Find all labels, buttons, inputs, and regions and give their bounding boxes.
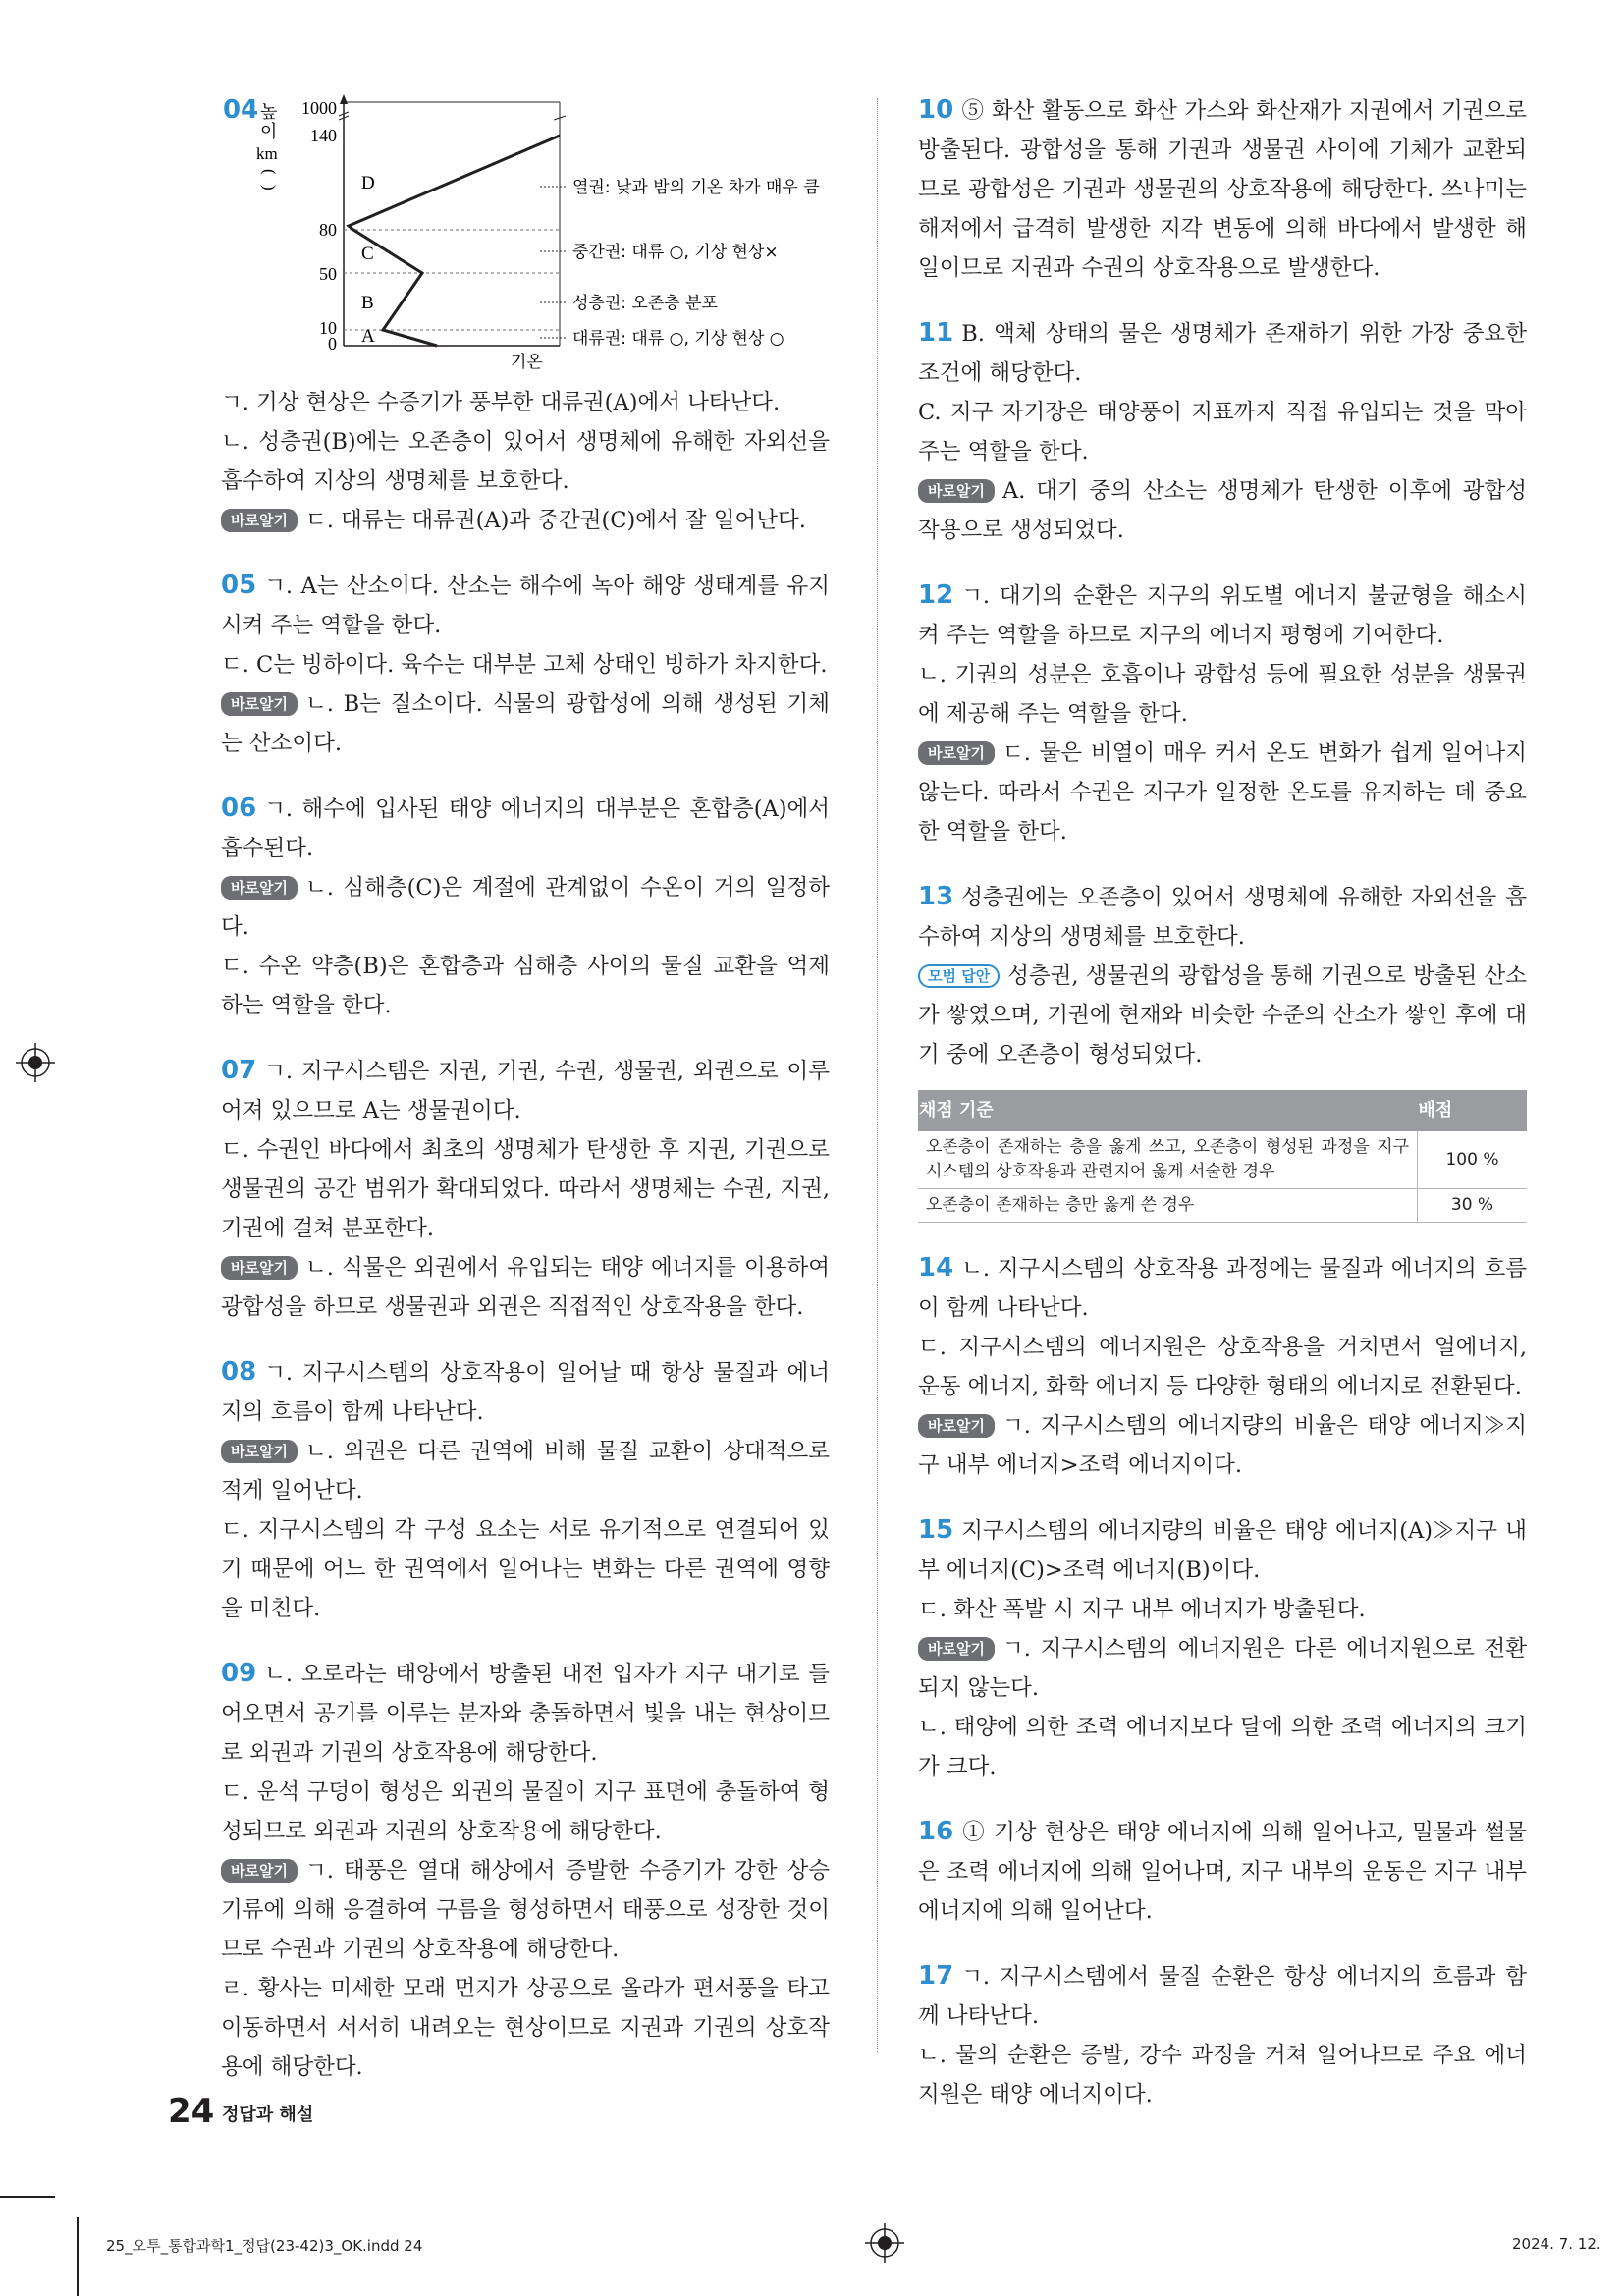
tick-1000: 1000 xyxy=(301,98,337,118)
wrong-answer-text: ㄱ. 지구시스템의 에너지원은 다른 에너지원으로 전환되지 않는다. xyxy=(918,1636,1527,1701)
answer-line: ㄷ. 수온 약층(B)은 혼합층과 심해층 사이의 물질 교환을 억제하는 역할을 한다. xyxy=(221,954,830,1018)
answer-line: ㄴ. 태양에 의한 조력 에너지보다 달에 의한 조력 에너지의 크기가 크다. xyxy=(918,1715,1527,1779)
rubric-criterion: 오존층이 존재하는 층을 옳게 쓰고, 오존층이 형성된 과정을 지구시스템의 상호작용과 관련지어 옳게 서술한 경우 xyxy=(918,1131,1418,1189)
answer-line: ㄷ. 운석 구덩이 형성은 외권의 물질이 지구 표면에 충돌하여 형성되므로 외권과 지권의 상호작용에 해당한다. xyxy=(221,1779,830,1844)
right-column xyxy=(918,90,1527,2114)
answer-line: ㄴ. 오로라는 태양에서 방출된 대전 입자가 지구 대기로 들어오면서 공기를 이루는 분자와 충돌하면서 빛을 내는 현상이므로 외권과 기권의 상호작용에 해당한다. xyxy=(221,1662,830,1766)
rubric-row xyxy=(918,1189,1527,1223)
answer-text: ⑤ 화산 활동으로 화산 가스와 화산재가 지권에서 기권으로 방출된다. 광합성을 통해 기권과 생물권 사이에 기체가 교환되므로 광합성은 기권과 생물권의 상호작용에 해당한다. 쓰나미는 해저에서 급격히 발생한 지각 변동에 의해 바다에서 발생한 해일이므로 지권과 수권의 상호작용으로 발생한다. xyxy=(918,98,1527,281)
registration-mark-icon xyxy=(14,1041,57,1084)
question-12 xyxy=(918,575,1527,851)
question-number: 06 xyxy=(221,793,257,823)
question-number: 08 xyxy=(221,1357,257,1387)
question-04-text xyxy=(221,383,830,540)
wrong-answer-badge: 바로알기 xyxy=(221,1440,298,1463)
answer-line: ㄱ. 해수에 입사된 태양 에너지의 대부분은 혼합층(A)에서 흡수된다. xyxy=(221,796,830,861)
question-number: 11 xyxy=(918,318,954,348)
question-16 xyxy=(918,1812,1527,1931)
wrong-answer-line xyxy=(918,1406,1527,1485)
tick-10: 10 xyxy=(319,318,337,338)
question-08 xyxy=(221,1352,830,1628)
annotation-mesosphere: 중간권: 대류 ○, 기상 현상× xyxy=(572,243,779,262)
wrong-answer-text: ㄱ. 지구시스템의 에너지량의 비율은 태양 에너지≫지구 내부 에너지>조력 에너지이다. xyxy=(918,1413,1527,1478)
layer-label-C: C xyxy=(361,244,374,264)
wrong-answer-line xyxy=(221,684,830,763)
rubric-criterion: 오존층이 존재하는 층만 옳게 쓴 경우 xyxy=(918,1189,1418,1223)
question-number: 04 xyxy=(223,95,259,125)
wrong-answer-badge: 바로알기 xyxy=(918,1637,995,1661)
answer-line: B. 액체 상태의 물은 생명체가 존재하기 위한 가장 중요한 조건에 해당한다. xyxy=(918,321,1527,386)
answer-line: ㄴ. 물의 순환은 증발, 강수 과정을 거쳐 일어나므로 주요 에너지원은 태양 에너지이다. xyxy=(918,2043,1527,2107)
wrong-answer-line xyxy=(221,1851,830,1969)
answer-line: ㄱ. 기상 현상은 수증기가 풍부한 대류권(A)에서 나타난다. xyxy=(221,390,781,415)
wrong-answer-text: A. 대기 중의 산소는 생명체가 탄생한 이후에 광합성 작용으로 생성되었다. xyxy=(918,478,1527,543)
answer-text: ① 기상 현상은 태양 에너지에 의해 일어나고, 밀물과 썰물은 조력 에너지에 의해 일어나며, 지구 내부의 운동은 지구 내부 에너지에 의해 일어난다. xyxy=(918,1820,1527,1924)
question-05 xyxy=(221,566,830,763)
annotation-troposphere: 대류권: 대류 ○, 기상 현상 ○ xyxy=(572,329,784,349)
question-number: 17 xyxy=(918,1961,954,1991)
answer-line: ㄷ. C는 빙하이다. 육수는 대부분 고체 상태인 빙하가 차지한다. xyxy=(221,652,828,678)
question-06 xyxy=(221,789,830,1025)
wrong-answer-badge: 바로알기 xyxy=(221,509,298,532)
model-answer-line xyxy=(918,957,1527,1074)
wrong-answer-badge: 바로알기 xyxy=(221,1256,298,1280)
x-axis-label: 기온 xyxy=(511,353,543,372)
wrong-answer-badge: 바로알기 xyxy=(918,479,995,503)
question-number: 15 xyxy=(918,1515,954,1545)
question-number: 12 xyxy=(918,580,954,610)
axis-label-char: 이 xyxy=(260,122,278,141)
answer-text: 성층권에는 오존층이 있어서 생명체에 유해한 자외선을 흡수하여 지상의 생명체를 보호한다. xyxy=(918,885,1527,950)
rubric-row xyxy=(918,1131,1527,1189)
answer-line: ㄷ. 화산 폭발 시 지구 내부 에너지가 방출된다. xyxy=(918,1597,1366,1622)
registration-mark-icon xyxy=(863,2221,906,2265)
wrong-answer-line xyxy=(918,1629,1527,1708)
wrong-answer-text: ㄴ. 심해층(C)은 계절에 관계없이 수온이 거의 일정하다. xyxy=(221,875,830,940)
wrong-answer-badge: 바로알기 xyxy=(918,1414,995,1438)
crop-mark xyxy=(77,2217,79,2296)
question-number: 16 xyxy=(918,1817,954,1846)
question-09 xyxy=(221,1654,830,2087)
axis-label-char: km xyxy=(256,144,278,163)
model-answer-text: 성층권, 생물권의 광합성을 통해 기권으로 방출된 산소가 쌓였으며, 기권에 현재와 비슷한 수준의 산소가 쌓인 후에 대기 중에 오존층이 형성되었다. xyxy=(918,963,1527,1067)
question-07 xyxy=(221,1051,830,1327)
wrong-answer-text: ㄱ. 태풍은 열대 해상에서 증발한 수증기가 강한 상승 기류에 의해 응결하여 구름을 형성하면서 태풍으로 성장한 것이므로 수권과 기권의 상호작용에 해당한다. xyxy=(221,1858,830,1962)
answer-line: 지구시스템의 에너지량의 비율은 태양 에너지(A)≫지구 내부 에너지(C)>조력 에너지(B)이다. xyxy=(918,1518,1527,1583)
answer-line: ㄴ. 기권의 성분은 호흡이나 광합성 등에 필요한 성분을 생물권에 제공해 주는 역할을 한다. xyxy=(918,662,1527,727)
temperature-profile-line xyxy=(349,136,560,346)
wrong-answer-line xyxy=(221,1432,830,1510)
answer-line: ㄷ. 지구시스템의 각 구성 요소는 서로 유기적으로 연결되어 있기 때문에 어느 한 권역에서 일어나는 변화는 다른 권역에 영향을 미친다. xyxy=(221,1517,830,1621)
question-11 xyxy=(918,313,1527,550)
left-column xyxy=(221,90,830,2087)
wrong-answer-badge: 바로알기 xyxy=(221,876,298,900)
annotation-stratosphere: 성층권: 오존층 분포 xyxy=(572,294,718,313)
answer-line: ㄹ. 황사는 미세한 모래 먼지가 상공으로 올라가 편서풍을 타고 이동하면서 서서히 내려오는 현상이므로 지권과 기권의 상호작용에 해당한다. xyxy=(221,1976,830,2080)
file-slug: 25_오투_통합과학1_정답(23-42)3_OK.indd 24 xyxy=(106,2237,423,2255)
wrong-answer-text: ㄷ. 물은 비열이 매우 커서 온도 변화가 쉽게 일어나지 않는다. 따라서 수권은 지구가 일정한 온도를 유지하는 데 중요한 역할을 한다. xyxy=(918,740,1527,845)
wrong-answer-line xyxy=(221,868,830,947)
layer-label-D: D xyxy=(361,173,375,193)
wrong-answer-line xyxy=(221,501,830,540)
axis-label-char: ( xyxy=(260,169,279,175)
tick-0: 0 xyxy=(328,334,337,354)
wrong-answer-text: ㄴ. 외권은 다른 권역에 비해 물질 교환이 상대적으로 적게 일어난다. xyxy=(221,1439,830,1503)
wrong-answer-badge: 바로알기 xyxy=(918,741,995,765)
answer-line: ㄱ. 지구시스템의 상호작용이 일어날 때 항상 물질과 에너지의 흐름이 함께 나타난다. xyxy=(221,1360,830,1425)
answer-line: ㄴ. 성층권(B)에는 오존층이 있어서 생명체에 유해한 자외선을 흡수하여 지상의 생명체를 보호한다. xyxy=(221,429,830,494)
axis-label-char: ) xyxy=(260,185,279,191)
answer-line: ㄱ. 대기의 순환은 지구의 위도별 에너지 불균형을 해소시켜 주는 역할을 하므로 지구의 에너지 평형에 기여한다. xyxy=(918,583,1527,648)
rubric-score: 30 % xyxy=(1418,1189,1528,1223)
footer-title: 정답과 해설 xyxy=(222,2105,314,2125)
rubric-header-score: 배점 xyxy=(1418,1090,1528,1131)
rubric-header-criterion: 채점 기준 xyxy=(918,1090,1418,1131)
crop-mark xyxy=(0,2196,55,2198)
answer-line: C. 지구 자기장은 태양풍이 지표까지 직접 유입되는 것을 막아 주는 역할을 한다. xyxy=(918,400,1527,465)
question-number: 05 xyxy=(221,571,257,600)
question-number: 14 xyxy=(918,1253,954,1283)
wrong-answer-text: ㄷ. 대류는 대류권(A)과 중간권(C)에서 잘 일어난다. xyxy=(304,508,806,533)
rubric-score: 100 % xyxy=(1418,1131,1528,1189)
answer-line: ㄱ. 지구시스템에서 물질 순환은 항상 에너지의 흐름과 함께 나타난다. xyxy=(918,1964,1527,2029)
wrong-answer-text: ㄴ. 식물은 외권에서 유입되는 태양 에너지를 이용하여 광합성을 하므로 생물권과 외권은 직접적인 상호작용을 한다. xyxy=(221,1255,830,1320)
page-number: 24 xyxy=(168,2092,215,2131)
tick-140: 140 xyxy=(310,126,337,145)
answer-line: ㄷ. 지구시스템의 에너지원은 상호작용을 거치면서 열에너지, 운동 에너지, 화학 에너지 등 다양한 형태의 에너지로 전환된다. xyxy=(918,1335,1527,1399)
axis-label-char: 높 xyxy=(260,102,278,122)
question-number: 09 xyxy=(221,1659,257,1688)
wrong-answer-badge: 바로알기 xyxy=(221,692,298,716)
wrong-answer-badge: 바로알기 xyxy=(221,1859,298,1883)
question-17 xyxy=(918,1956,1527,2114)
question-number: 07 xyxy=(221,1056,257,1085)
column-divider xyxy=(877,98,878,2052)
annotation-thermosphere: 열권: 낮과 밤의 기온 차가 매우 큼 xyxy=(572,178,820,197)
question-number: 13 xyxy=(918,882,954,911)
layer-label-A: A xyxy=(361,326,375,347)
model-answer-badge: 모범 답안 xyxy=(918,964,1000,988)
question-04 xyxy=(221,90,830,372)
answer-line: ㄴ. 지구시스템의 상호작용 과정에는 물질과 에너지의 흐름이 함께 나타난다. xyxy=(918,1256,1527,1321)
tick-80: 80 xyxy=(319,220,337,240)
print-date: 2024. 7. 12. xyxy=(1512,2235,1601,2253)
tick-50: 50 xyxy=(319,264,337,284)
wrong-answer-line xyxy=(221,1248,830,1327)
question-number: 10 xyxy=(918,95,954,125)
wrong-answer-line xyxy=(918,471,1527,550)
question-13 xyxy=(918,877,1527,1223)
answer-line: ㄱ. A는 산소이다. 산소는 해수에 녹아 해양 생태계를 유지시켜 주는 역할을 한다. xyxy=(221,574,830,638)
wrong-answer-text: ㄴ. B는 질소이다. 식물의 광합성에 의해 생성된 기체는 산소이다. xyxy=(221,691,830,756)
answer-line: ㄷ. 수권인 바다에서 최초의 생명체가 탄생한 후 지권, 기권으로 생물권의 공간 범위가 확대되었다. 따라서 생명체는 수권, 지권, 기권에 걸쳐 분포한다. xyxy=(221,1137,830,1241)
question-10 xyxy=(918,90,1527,288)
atmosphere-temperature-chart xyxy=(256,90,830,372)
scoring-rubric-table xyxy=(918,1090,1527,1223)
answer-line: ㄱ. 지구시스템은 지권, 기권, 수권, 생물권, 외권으로 이루어져 있으므로 A는 생물권이다. xyxy=(221,1059,830,1123)
wrong-answer-line xyxy=(918,734,1527,851)
question-14 xyxy=(918,1248,1527,1485)
layer-label-B: B xyxy=(361,293,374,313)
question-15 xyxy=(918,1510,1527,1786)
